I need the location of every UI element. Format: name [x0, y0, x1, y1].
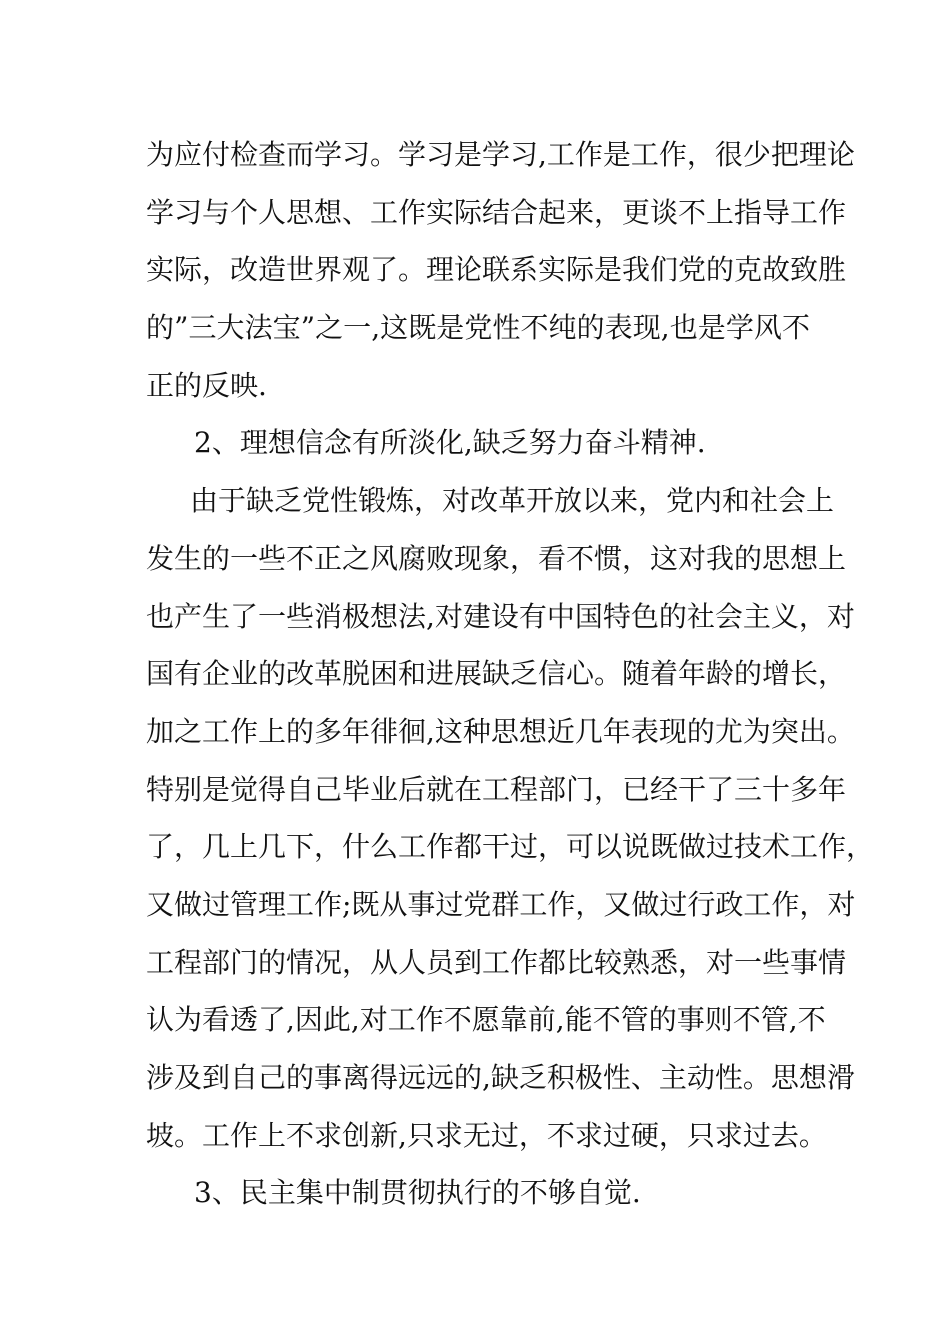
body-text — [146, 126, 875, 1222]
text-line: 了，几上几下，什么工作都干过，可以说既做过技术工作， — [146, 830, 875, 864]
text-line: 为应付检查而学习。学习是学习,工作是工作，很少把理论 — [146, 138, 855, 171]
text-line: 正的反映. — [146, 368, 267, 402]
text-line: 国有企业的改革脱困和进展缺乏信心。随着年龄的增长， — [146, 657, 847, 691]
text-line: 特别是觉得自己毕业后就在工程部门，已经干了三十多年 — [146, 772, 847, 806]
text-line: 也产生了一些消极想法,对建设有中国特色的社会主义，对 — [146, 599, 855, 633]
section-heading: 2、理想信念有所淡化,缺乏努力奋斗精神. — [194, 426, 706, 460]
section-heading: 3、民主集中制贯彻执行的不够自觉. — [194, 1176, 641, 1210]
text-line: 的”三大法宝”之一,这既是党性不纯的表现,也是学风不 — [146, 311, 810, 345]
text-line: 实际，改造世界观了。理论联系实际是我们党的克故致胜 — [146, 253, 847, 287]
text-line: 涉及到自己的事离得远远的,缺乏积极性、主动性。思想滑 — [146, 1061, 855, 1094]
text-line: 学习与个人思想、工作实际结合起来，更谈不上指导工作 — [146, 195, 847, 229]
text-line: 由于缺乏党性锻炼，对改革开放以来，党内和社会上 — [190, 484, 835, 518]
text-line: 坡。工作上不求创新,只求无过，不求过硬，只求过去。 — [146, 1118, 827, 1152]
text-line: 发生的一些不正之风腐败现象，看不惯，这对我的思想上 — [146, 541, 847, 575]
text-line: 工程部门的情况，从人员到工作都比较熟悉，对一些事情 — [146, 945, 847, 979]
text-line: 又做过管理工作;既从事过党群工作，又做过行政工作，对 — [146, 887, 856, 921]
text-line: 认为看透了,因此,对工作不愿靠前,能不管的事则不管,不 — [146, 1003, 826, 1037]
text-line: 加之工作上的多年徘徊,这种思想近几年表现的尤为突出。 — [146, 714, 855, 748]
